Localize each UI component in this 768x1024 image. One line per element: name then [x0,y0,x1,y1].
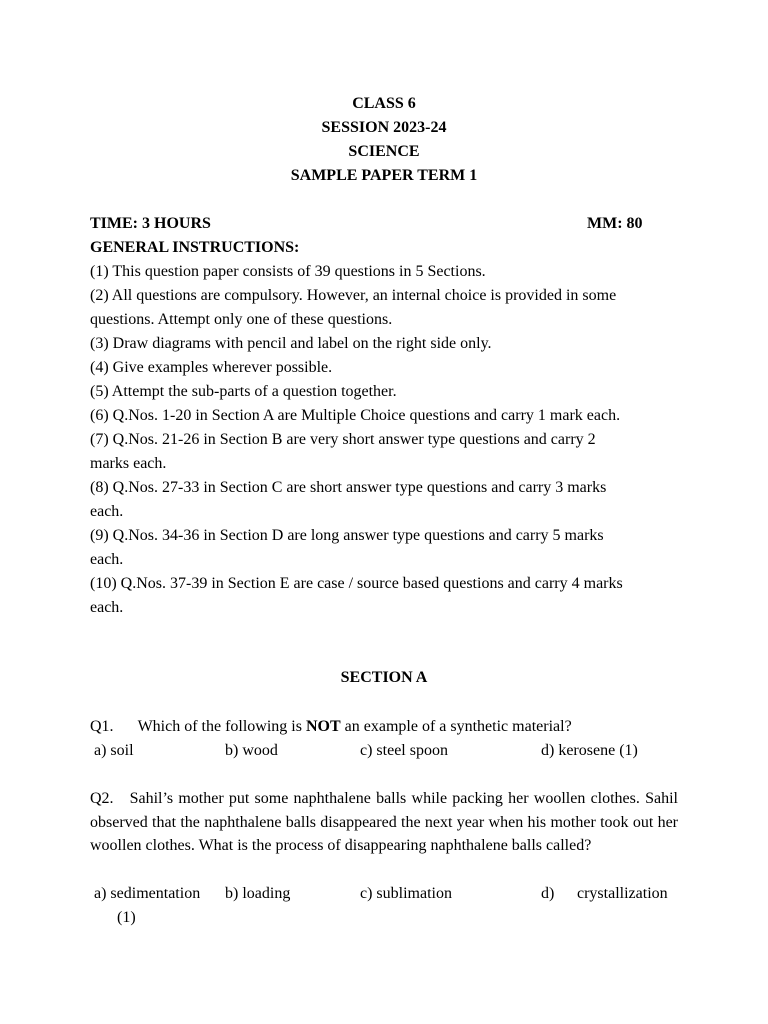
option-b: b) wood [225,742,278,759]
section-a-title: SECTION A [340,669,428,686]
time-label: TIME: 3 HOURS [90,215,211,232]
question-number: Q1. [90,718,114,735]
question-text: an example of a synthetic material? [340,718,572,735]
subject-heading: SCIENCE [348,143,420,160]
instruction-line: (10) Q.Nos. 37-39 in Section E are case / source based questions and carry 4 marks [90,575,623,592]
instruction-line: questions. Attempt only one of these questions. [90,311,393,328]
question-text: Sahil’s mother put some naphthalene balls while packing her woollen clothes. Sahil observed that the naphthalene balls disappeared the next year when his mother took out her woollen clothes. What is the process of disappearing naphthalene balls called? [90,790,678,855]
option-d-text: crystallization [577,885,668,902]
instruction-line: (8) Q.Nos. 27-33 in Section C are short answer type questions and carry 3 marks [90,479,607,496]
instruction-line: (5) Attempt the sub-parts of a question together. [90,383,397,400]
option-d: d) [541,885,555,902]
option-c: c) sublimation [360,885,452,902]
instruction-line: each. [90,599,124,616]
option-a: a) sedimentation [94,885,201,902]
class-heading: CLASS 6 [352,95,416,112]
question-1 [90,715,572,739]
instruction-line: (3) Draw diagrams with pencil and label on the right side only. [90,335,492,352]
instruction-line: (4) Give examples wherever possible. [90,359,333,376]
instruction-line: (6) Q.Nos. 1-20 in Section A are Multiple Choice questions and carry 1 mark each. [90,407,621,424]
instructions-heading: GENERAL INSTRUCTIONS: [90,239,300,256]
option-b: b) loading [225,885,291,902]
question-text: Which of the following is [137,718,306,735]
option-c: c) steel spoon [360,742,448,759]
instruction-line: (2) All questions are compulsory. However, an internal choice is provided in some [90,287,617,304]
session-heading: SESSION 2023-24 [321,119,447,136]
instruction-line: (7) Q.Nos. 21-26 in Section B are very short answer type questions and carry 2 [90,431,596,448]
question-emphasis: NOT [305,718,341,735]
question-number: Q2. [90,790,114,807]
option-d: d) kerosene (1) [541,742,638,759]
instruction-line: each. [90,551,124,568]
question-marks: (1) [117,909,136,926]
instruction-line: marks each. [90,455,167,472]
instruction-line: (1) This question paper consists of 39 questions in 5 Sections. [90,263,486,280]
option-a: a) soil [94,742,134,759]
max-marks-label: MM: 80 [587,215,643,232]
question-2 [90,787,678,858]
paper-title: SAMPLE PAPER TERM 1 [290,167,478,184]
instruction-line: each. [90,503,124,520]
instruction-line: (9) Q.Nos. 34-36 in Section D are long answer type questions and carry 5 marks [90,527,604,544]
